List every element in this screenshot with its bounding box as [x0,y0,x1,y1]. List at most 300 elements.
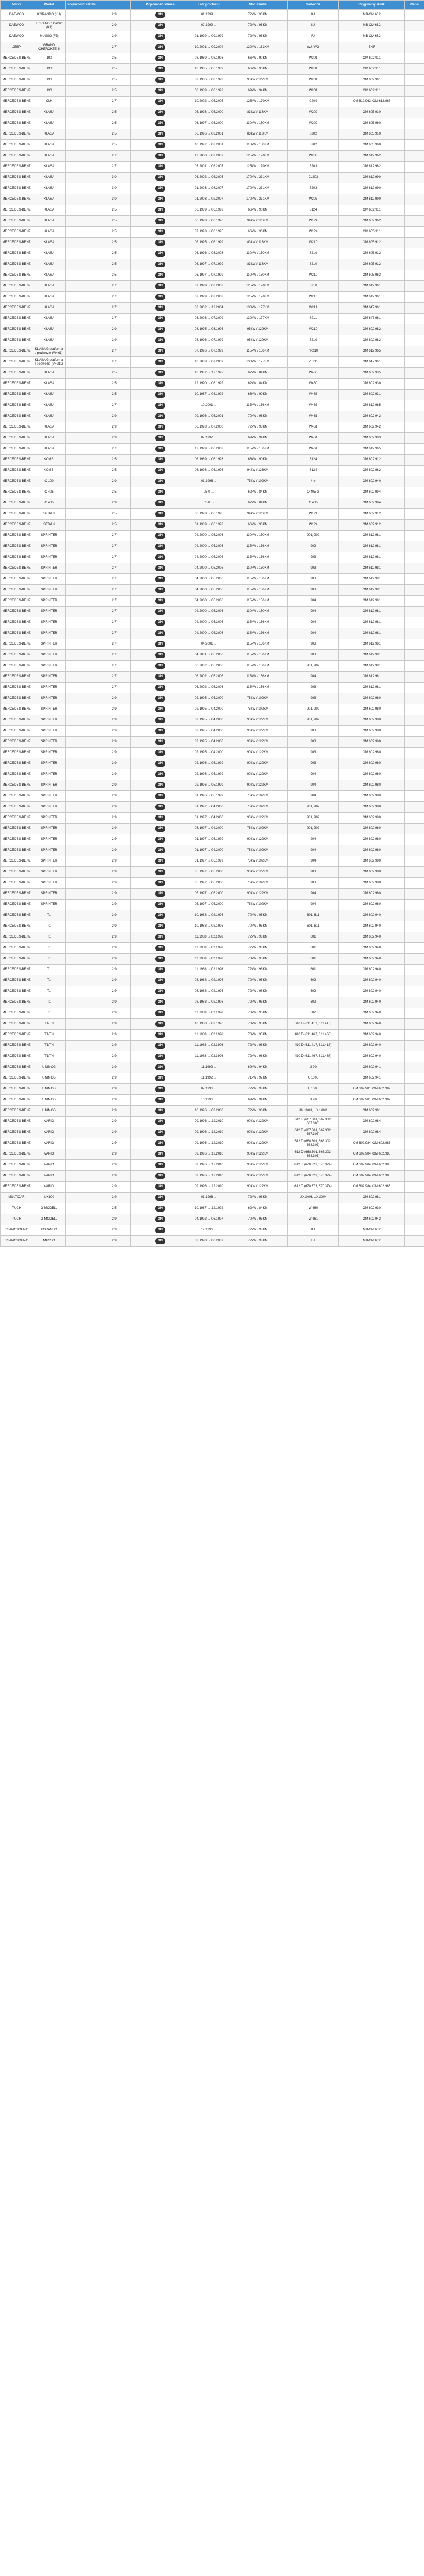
table-cell: 03.2002 → 12.2004 [190,303,228,314]
table-cell: 70kW / 95KM [228,954,288,965]
table-cell [66,607,98,617]
table-cell: MERCEDES-BENZ [1,151,33,162]
table-cell [131,281,190,292]
table-cell: 410 D (611.417, 611.418) [288,1041,339,1051]
table-cell: OM 612.990 [339,173,405,183]
table-cell: MERCEDES-BENZ [1,487,33,498]
table-row [1,1073,424,1084]
table-cell [405,86,424,97]
table-cell: 72kW / 98KM [228,986,288,997]
table-cell: 2.7 [98,552,131,563]
table-cell: OM 602.980 [339,791,405,802]
table-cell [131,1106,190,1117]
table-cell [66,954,98,965]
table-cell: 10.1985 → 05.1989 [190,64,228,75]
fuel-type-badge: ON [155,1075,165,1081]
table-cell: KLASA [33,292,66,303]
table-cell: OM 602.911 [339,53,405,64]
table-cell: 07.1997 → [190,433,228,444]
table-cell: SPRINTER [33,867,66,878]
table-cell: OM 602.912 [339,509,405,520]
table-row [1,1203,424,1214]
table-cell [66,346,98,357]
table-cell [405,802,424,813]
table-cell: 170kW / 231KM [228,183,288,194]
fuel-type-badge: ON [155,424,165,430]
table-cell: 07.1999 → 03.2003 [190,292,228,303]
table-cell [405,433,424,444]
table-cell: OM 602.911 [339,205,405,216]
table-cell: OM 602.981, OM 602.982 [339,1095,405,1106]
table-cell [405,390,424,400]
table-cell [131,1193,190,1203]
table-cell: T1 [33,1008,66,1019]
table-cell: 04.2000 → 05.2006 [190,541,228,552]
table-cell: U 90 [288,1095,339,1106]
table-cell [66,335,98,346]
table-row [1,1236,424,1247]
table-cell: MERCEDES-BENZ [1,965,33,975]
table-cell [66,422,98,433]
table-cell: 06.1997 → 07.1999 [190,270,228,281]
table-cell: OM 602.911 [339,86,405,97]
table-cell: 2.5 [98,227,131,238]
table-cell: 903 [288,585,339,596]
table-cell: MERCEDES-BENZ [1,878,33,889]
table-cell: OM 602.940 [339,921,405,932]
table-cell: 02.1995 → 04.2000 [190,737,228,748]
table-cell [131,455,190,466]
table-cell [405,1095,424,1106]
table-cell [66,1127,98,1138]
table-cell: KLASA [33,390,66,400]
table-cell: OM 602.931 [339,390,405,400]
table-cell [405,64,424,75]
table-cell [66,173,98,183]
table-cell [405,227,424,238]
table-cell: OM 605.960 [339,118,405,129]
table-cell: 05.1997 → 05.2000 [190,878,228,889]
table-cell [131,162,190,173]
fuel-type-badge: ON [155,1021,165,1027]
table-cell: OM 602.912 [339,455,405,466]
table-cell: W203 [288,194,339,205]
table-cell: 2.9 [98,758,131,769]
table-cell: 115kW / 156KM [228,552,288,563]
table-cell: 12.1996 → [190,1225,228,1236]
table-cell: MERCEDES-BENZ [1,140,33,151]
table-cell: O 100 [33,476,66,487]
fuel-type-badge: ON [155,457,165,463]
table-cell: MB-OM 662 [339,10,405,21]
table-cell [131,1225,190,1236]
table-row [1,650,424,661]
table-cell: 2.7 [98,314,131,324]
table-cell: 903 [288,867,339,878]
table-cell: KORANDO (KJ) [33,10,66,21]
table-cell [66,715,98,726]
table-cell [131,552,190,563]
table-cell [131,400,190,411]
table-cell [66,10,98,21]
table-cell: OM 605.912 [339,259,405,270]
table-row [1,162,424,173]
table-cell [131,75,190,86]
fuel-type-badge: ON [155,294,165,300]
table-cell: 70kW / 95KM [228,921,288,932]
table-cell [405,943,424,954]
table-cell: 04.2001 → [190,639,228,650]
table-row [1,303,424,314]
table-cell: SPRINTER [33,628,66,639]
table-cell: OM 605.960 [339,140,405,151]
table-cell: 2.7 [98,585,131,596]
table-cell [131,813,190,824]
table-cell: 2.9 [98,748,131,758]
table-cell: O 405 [288,498,339,509]
table-cell [405,1182,424,1193]
table-cell: 904 [288,791,339,802]
table-cell: MERCEDES-BENZ [1,346,33,357]
fuel-type-badge: ON [155,717,165,723]
table-cell [66,368,98,379]
table-cell [131,1160,190,1171]
table-cell [66,97,98,107]
fuel-type-badge: ON [155,23,165,29]
table-row [1,617,424,628]
table-cell: OM 602.962 [339,216,405,227]
table-row [1,1084,424,1095]
table-cell [66,748,98,758]
table-cell: SEDAN [33,509,66,520]
table-cell: MERCEDES-BENZ [1,574,33,585]
table-row [1,194,424,205]
table-cell: OM 602.962 [339,466,405,476]
table-cell [405,748,424,758]
table-cell: MERCEDES-BENZ [1,162,33,173]
table-cell: 06.2002 → 05.2006 [190,672,228,683]
table-cell: / P210 [288,346,339,357]
table-cell: 10.2001 → 09.2004 [190,42,228,53]
table-cell: VARIO [33,1149,66,1160]
table-cell [66,650,98,661]
table-cell: 75kW / 102KM [228,900,288,910]
table-cell: OM 605.910 [339,129,405,140]
table-cell: OM 602.980 [339,889,405,900]
table-cell: 07.1996 → [190,1084,228,1095]
table-cell [131,444,190,455]
table-row [1,238,424,248]
table-cell: 602 [288,997,339,1008]
table-cell: 2.7 [98,400,131,411]
table-cell: 11.1992 → [190,1062,228,1073]
table-cell [66,75,98,86]
table-cell [405,335,424,346]
table-cell [66,845,98,856]
fuel-type-badge: ON [155,142,165,148]
table-cell: 03.1998 → 08.2007 [190,1236,228,1247]
table-cell: 115kW / 156KM [228,596,288,607]
table-cell: 09.1996 → 12.2010 [190,1138,228,1149]
table-cell: MERCEDES-BENZ [1,390,33,400]
table-cell [66,791,98,802]
table-cell: OM 602.980 [339,802,405,813]
table-cell [405,997,424,1008]
table-cell [405,1236,424,1247]
table-cell: 08.1988 → 02.1996 [190,986,228,997]
column-header: Moc silnika [228,1,288,10]
table-cell: G-MODELL [33,1203,66,1214]
table-cell [131,335,190,346]
table-cell: 125kW / 170KM [228,162,288,173]
table-cell: UX100 [33,1193,66,1203]
table-cell: W210 [288,292,339,303]
table-cell [405,683,424,693]
table-cell [131,650,190,661]
fuel-type-badge: ON [155,956,165,962]
table-cell: OM 612.981 [339,607,405,617]
table-cell [131,867,190,878]
table-cell: S203 [288,183,339,194]
table-cell: 2.7 [98,97,131,107]
table-cell [66,975,98,986]
table-cell: SPRINTER [33,531,66,541]
table-cell: 2.9 [98,997,131,1008]
table-cell [405,758,424,769]
table-cell: 90kW / 122KM [228,1127,288,1138]
table-cell [66,1193,98,1203]
table-cell: OM 612.981 [339,541,405,552]
table-cell [405,520,424,531]
table-cell: T1/TN [33,1019,66,1030]
table-cell: SPRINTER [33,596,66,607]
table-cell [131,324,190,335]
table-cell: 83kW / 113KM [228,107,288,118]
table-cell: 2.5 [98,238,131,248]
table-row [1,1182,424,1193]
table-cell: DAEWOO [1,21,33,31]
table-row [1,661,424,672]
table-cell: 12.1999 → 06.2003 [190,444,228,455]
table-cell: SPRINTER [33,856,66,867]
table-cell [131,411,190,422]
table-cell [405,791,424,802]
table-cell: 06.1989 → 06.1993 [190,455,228,466]
fuel-type-badge: ON [155,77,165,83]
table-cell: MERCEDES-BENZ [1,921,33,932]
table-cell [131,661,190,672]
table-cell: MULTICAR [1,1193,33,1203]
table-cell: MERCEDES-BENZ [1,118,33,129]
fuel-type-badge: ON [155,218,165,224]
fuel-type-badge: ON [155,511,165,517]
table-row [1,889,424,900]
table-cell: 2.5 [98,270,131,281]
table-cell: UNIMOG [33,1073,66,1084]
table-cell [405,965,424,975]
table-cell: 06.1993 → 06.1996 [190,466,228,476]
table-cell: 72kW / 98KM [228,965,288,975]
fuel-type-badge: ON [155,967,165,973]
fuel-type-badge: ON [155,934,165,940]
table-cell: 01.1997 → 04.2000 [190,813,228,824]
table-cell: OM 612.981 [339,672,405,683]
table-cell: 2.5 [98,64,131,75]
table-cell: 2.9 [98,726,131,737]
table-cell [131,910,190,921]
table-cell: 2.9 [98,802,131,813]
table-cell: 115kW / 156KM [228,617,288,628]
table-cell [405,900,424,910]
table-cell: KLASA [33,422,66,433]
table-cell: 2.9 [98,422,131,433]
table-cell [405,248,424,259]
table-cell: OM 602.941 [339,1062,405,1073]
table-cell: KLASA [33,162,66,173]
table-cell: O 405 [33,498,66,509]
table-cell: 05.0 → [190,498,228,509]
table-cell: 72kW / 98KM [228,1106,288,1117]
fuel-type-badge: ON [155,316,165,322]
table-row [1,954,424,965]
table-row [1,552,424,563]
table-cell [405,1106,424,1117]
table-cell: OM 602.984, OM 602.985 [339,1171,405,1182]
table-row [1,118,424,129]
table-row [1,1095,424,1106]
fuel-type-badge: ON [155,923,165,929]
table-cell [405,1008,424,1019]
fuel-type-badge: ON [155,728,165,734]
table-cell [131,509,190,520]
table-cell: 3.0 [98,173,131,183]
fuel-type-badge: ON [155,175,165,181]
table-cell: 90kW / 122KM [228,769,288,780]
table-cell: 2.7 [98,574,131,585]
table-cell: 66kW / 90KM [228,455,288,466]
table-cell: MERCEDES-BENZ [1,834,33,845]
table-cell [405,140,424,151]
table-cell: 904 [288,607,339,617]
table-cell [131,487,190,498]
table-cell [66,455,98,466]
table-cell: 125kW / 170KM [228,97,288,107]
table-row [1,541,424,552]
table-cell: 05.1997 → 05.2000 [190,867,228,878]
table-cell: 130kW / 177KM [228,314,288,324]
table-cell: MERCEDES-BENZ [1,813,33,824]
table-cell: 72kW / 98KM [228,1084,288,1095]
table-cell: MERCEDES-BENZ [1,672,33,683]
table-cell [131,769,190,780]
table-cell [131,1236,190,1247]
table-row [1,1030,424,1041]
table-cell [405,173,424,183]
table-cell: 08.1995 → 03.1996 [190,324,228,335]
table-row [1,791,424,802]
table-cell: SSANGYOUNG [1,1236,33,1247]
table-cell [66,151,98,162]
table-cell: KJ [288,10,339,21]
table-cell: KLASA [33,151,66,162]
fuel-type-badge: ON [155,858,165,864]
table-cell [405,769,424,780]
table-cell: MERCEDES-BENZ [1,75,33,86]
table-cell: 62kW / 84KM [228,498,288,509]
table-cell [131,986,190,997]
table-cell: VARIO [33,1138,66,1149]
compatibility-table [0,0,424,1247]
table-cell: 2.9 [98,704,131,715]
table-cell: SPRINTER [33,878,66,889]
table-cell: KLASA [33,183,66,194]
table-cell: 2.5 [98,1203,131,1214]
table-cell: 90kW / 122KM [228,780,288,791]
table-cell [131,227,190,238]
table-cell [66,997,98,1008]
table-cell: 11.1988 → 02.1996 [190,1030,228,1041]
table-cell [405,10,424,21]
fuel-type-badge: ON [155,522,165,528]
table-cell: SPRINTER [33,900,66,910]
table-cell: W463 [288,400,339,411]
table-cell: 09.1996 → 12.2010 [190,1160,228,1171]
table-cell: 2.5 [98,520,131,531]
table-cell [131,748,190,758]
table-cell: 70kW / 95KM [228,1214,288,1225]
table-cell: MERCEDES-BENZ [1,780,33,791]
table-cell: SPRINTER [33,552,66,563]
fuel-type-badge: ON [155,359,165,365]
table-cell: KLASA [33,107,66,118]
table-cell [405,574,424,585]
table-cell [131,303,190,314]
fuel-type-badge: ON [155,793,165,799]
table-cell [131,1030,190,1041]
table-cell [405,1030,424,1041]
table-cell: 115kW / 156KM [228,661,288,672]
table-cell [66,140,98,151]
table-cell [405,270,424,281]
table-cell: 2.5 [98,455,131,466]
table-cell [405,704,424,715]
table-cell: KLASA [33,314,66,324]
table-cell: 06.1989 → 06.1993 [190,205,228,216]
table-cell: 02.1996 → 05.1999 [190,758,228,769]
fuel-type-badge: ON [155,196,165,202]
table-cell: SPRINTER [33,639,66,650]
table-cell: 2.9 [98,1019,131,1030]
table-row [1,986,424,997]
table-cell [66,292,98,303]
table-row [1,704,424,715]
table-cell [66,64,98,75]
table-cell: S203 [288,162,339,173]
table-cell: 70kW / 95KM [228,1008,288,1019]
table-cell: 66kW / 90KM [228,227,288,238]
table-cell: KLASA [33,335,66,346]
table-row [1,270,424,281]
fuel-type-badge: ON [155,468,165,474]
table-cell: 115kW / 156KM [228,346,288,357]
table-cell: 602 [288,986,339,997]
table-cell: 2.9 [98,693,131,704]
table-cell: 2.9 [98,932,131,943]
table-cell [405,411,424,422]
table-cell: 90kW / 122KM [228,75,288,86]
table-cell: 901, 902 [288,715,339,726]
table-cell: 110kW / 150KM [228,531,288,541]
